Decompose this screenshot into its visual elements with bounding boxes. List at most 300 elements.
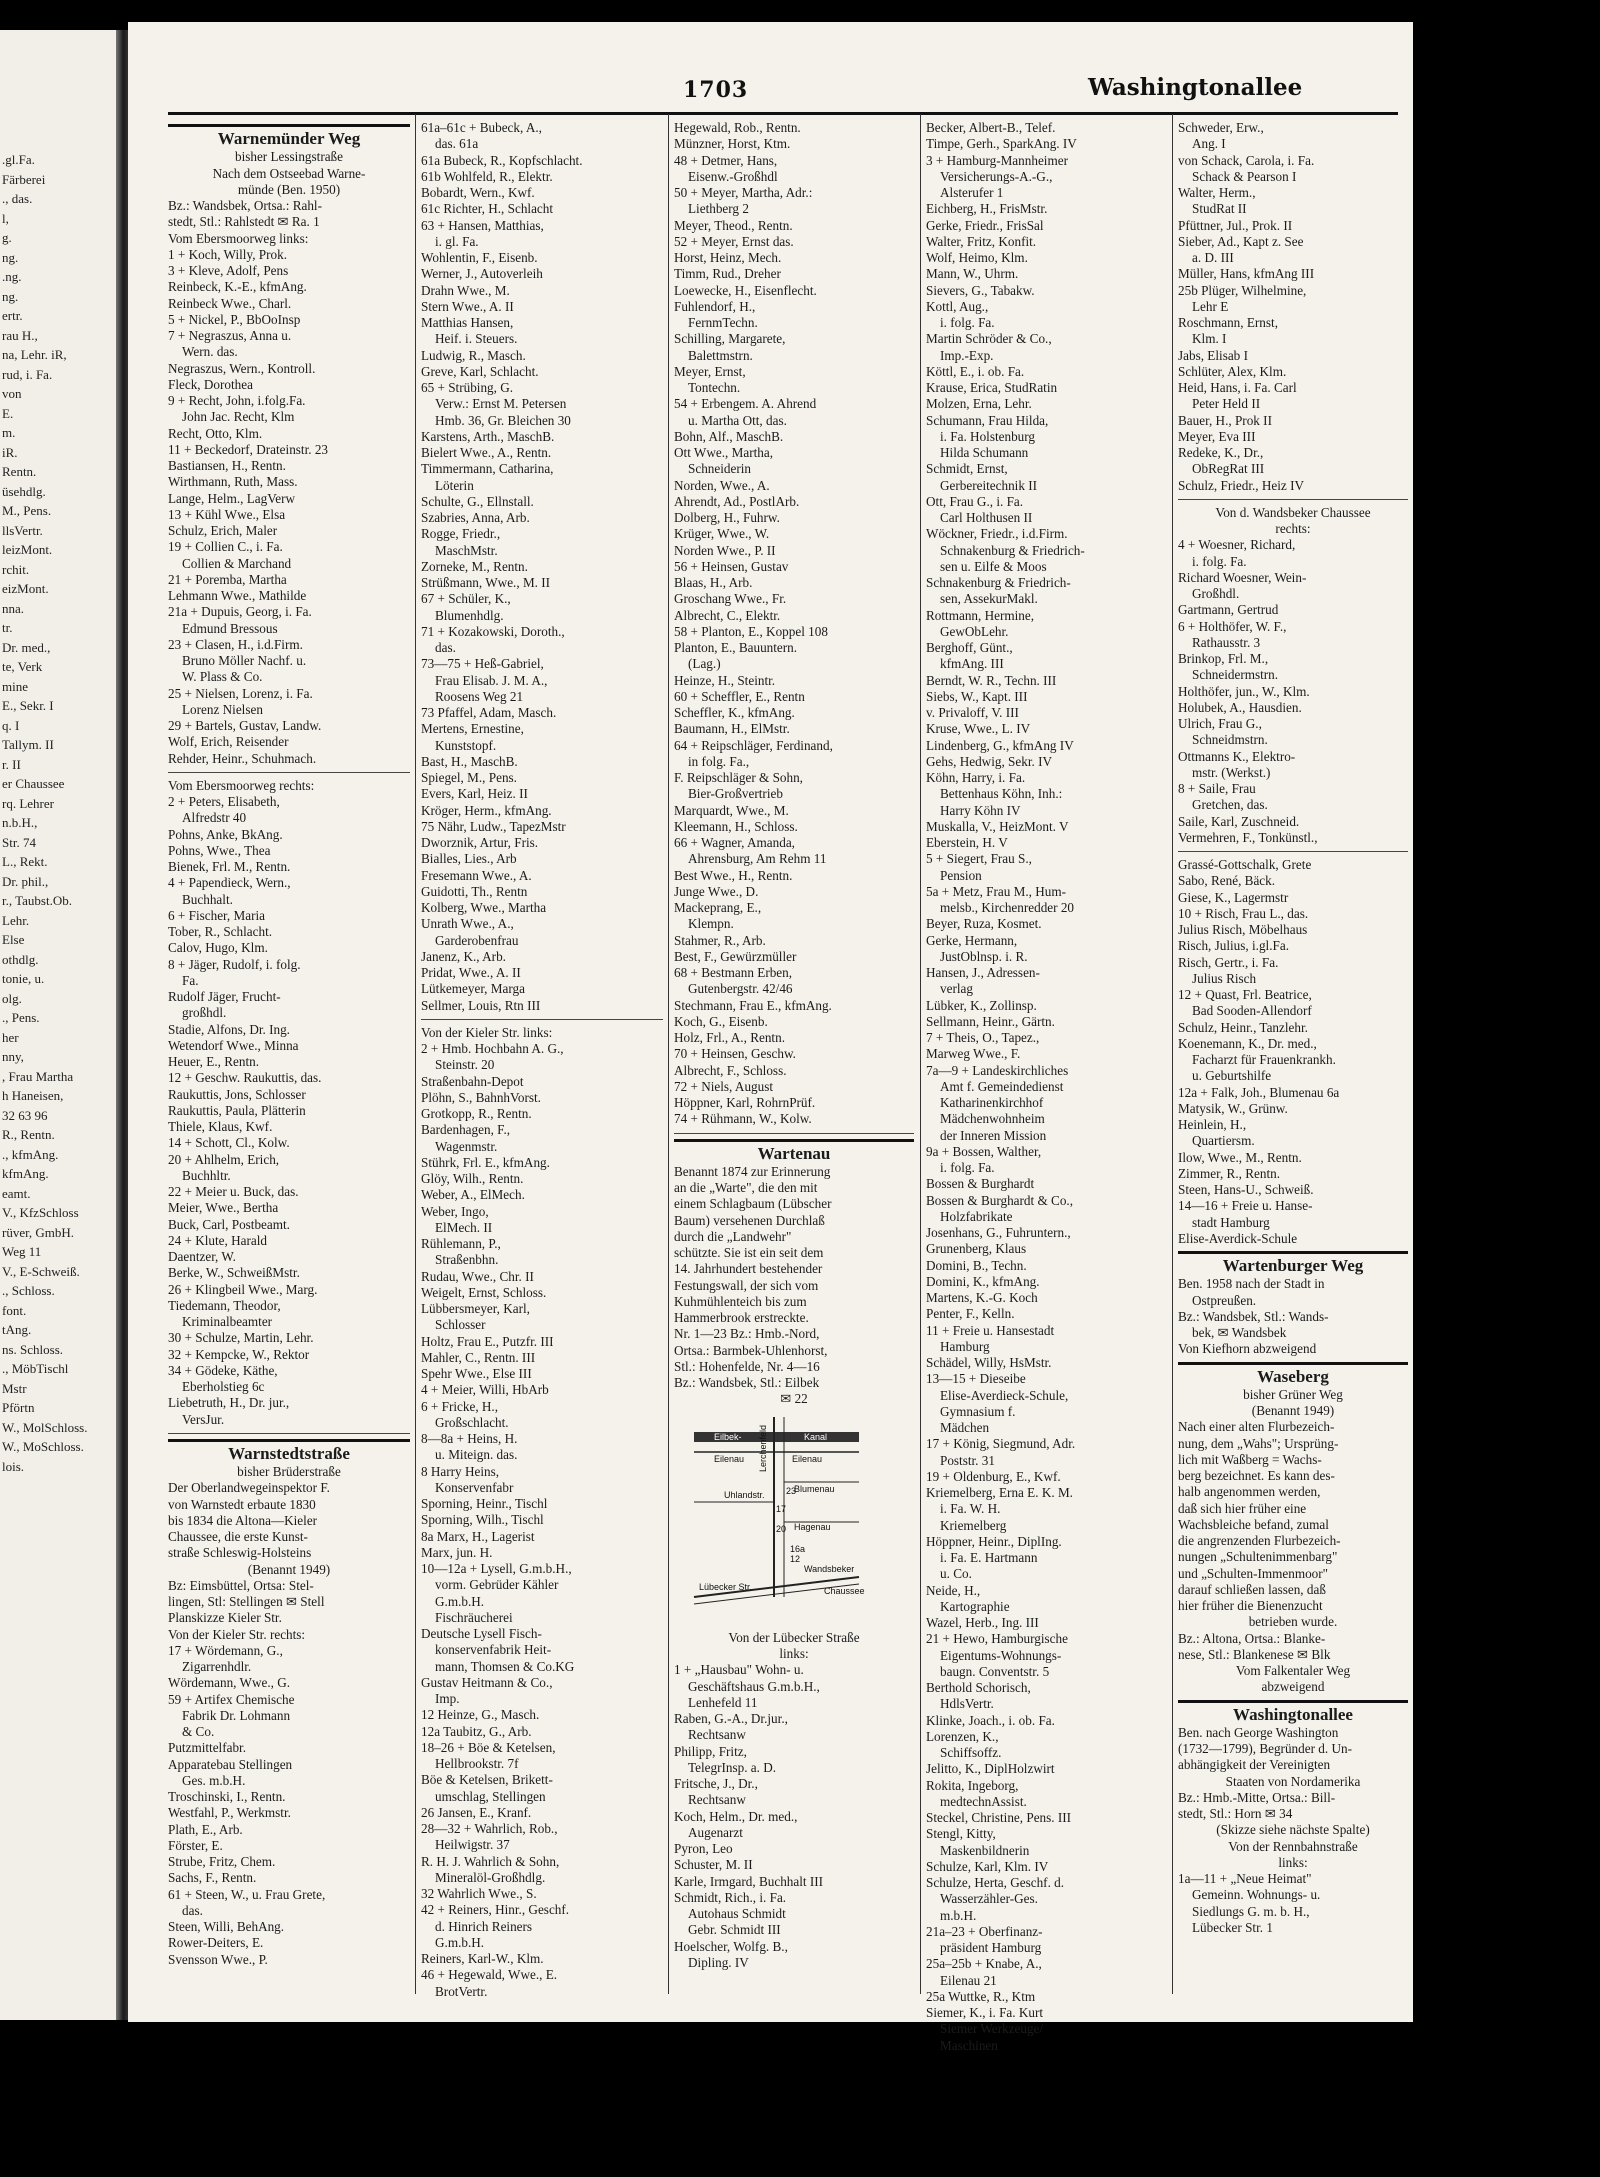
directory-entry: 34 + Gödeke, Käthe, <box>168 1362 278 1378</box>
entry-continuation: Ges. m.b.H. <box>182 1772 246 1788</box>
directory-entry: Schlüter, Alex, Klm. <box>1178 363 1287 379</box>
directory-entry: Rottmann, Hermine, <box>926 607 1035 623</box>
previous-page-line: ., Schloss. <box>2 1283 55 1298</box>
entry-continuation: Gerbereitechnik II <box>940 477 1038 493</box>
previous-page-line: m. <box>2 425 16 440</box>
directory-entry: 61a–61c + Bubeck, A., <box>421 120 542 135</box>
directory-entry: Bz.: Wandsbek, Stl.: Wands- <box>1178 1308 1329 1324</box>
directory-entry: 30 + Schulze, Martin, Lehr. <box>168 1330 314 1346</box>
directory-entry: Ludwig, R., Masch. <box>421 347 526 363</box>
directory-entry: darauf schließen lassen, daß <box>1178 1581 1326 1597</box>
directory-entry: Bobardt, Wern., Kwf. <box>421 185 535 200</box>
directory-entry: hier früher die Bienenzucht <box>1178 1598 1323 1613</box>
directory-entry: Höppner, Karl, RohrnPrüf. <box>674 1095 816 1110</box>
directory-entry: 23 + Clasen, H., i.d.Firm. <box>168 636 303 652</box>
directory-entry: Fleck, Dorothea <box>168 376 253 392</box>
entry-continuation: Eilenau 21 <box>940 1972 997 1988</box>
directory-entry: 48 + Detmer, Hans, <box>674 152 778 168</box>
directory-entry: 74 + Rühmann, W., Kolw. <box>674 1111 812 1127</box>
entry-continuation: Gymnasium f. <box>940 1403 1016 1419</box>
entry-continuation: kfmAng. III <box>940 656 1004 672</box>
directory-entry: schützte. Sie ist ein seit dem <box>674 1245 824 1260</box>
directory-entry: Greve, Karl, Schlacht. <box>421 363 539 379</box>
directory-entry: Mann, W., Uhrm. <box>926 266 1019 282</box>
directory-entry: Wachsbleiche befand, zumal <box>1178 1516 1329 1532</box>
directory-entry: 10—12a + Lysell, G.m.b.H., <box>421 1561 572 1576</box>
directory-entry: Scheffler, K., kfmAng. <box>674 705 795 720</box>
entry-continuation: mstr. (Werkst.) <box>1192 764 1271 780</box>
previous-page-line: Rentn. <box>2 464 37 479</box>
section-rule <box>421 1019 663 1020</box>
directory-entry: Domini, B., Techn. <box>926 1257 1027 1273</box>
directory-entry: Wazel, Herb., Ing. III <box>926 1615 1039 1630</box>
directory-entry: Mackeprang, E., <box>674 900 762 915</box>
directory-entry: Julius Risch, Möbelhaus <box>1178 922 1308 937</box>
directory-entry: 32 Wahrlich Wwe., S. <box>421 1886 537 1901</box>
entry-continuation: Schneidmstrn. <box>1192 732 1268 748</box>
previous-page-line: nna. <box>2 600 25 616</box>
directory-entry: Krause, Erica, StudRatin <box>926 380 1058 395</box>
directory-entry: 72 + Niels, August <box>674 1078 774 1094</box>
directory-entry: 3 + Hamburg-Mannheimer <box>926 152 1068 168</box>
directory-entry: Dolberg, H., Fuhrw. <box>674 510 780 525</box>
entry-continuation: das. <box>182 1902 203 1918</box>
directory-entry: Spehr Wwe., Else III <box>421 1366 532 1381</box>
directory-entry: 25a Wuttke, R., Ktm <box>926 1988 1036 2004</box>
entry-continuation: u. Martha Ott, das. <box>688 412 787 428</box>
directory-entry: 24 + Klute, Harald <box>168 1232 267 1248</box>
directory-entry: Bielert Wwe., A., Rentn. <box>421 445 552 460</box>
directory-entry: 11 + Beckedorf, Drateinstr. 23 <box>168 441 329 457</box>
entry-continuation: u. Miteign. das. <box>435 1447 518 1463</box>
directory-entry: stedt, Stl.: Horn ✉ 34 <box>1178 1806 1293 1821</box>
directory-entry: Plöhn, S., BahnhVorst. <box>421 1089 541 1105</box>
entry-continuation: Klm. I <box>1192 331 1227 347</box>
directory-entry: Bz: Eimsbüttel, Ortsa: Stel- <box>168 1577 314 1593</box>
directory-entry: Kolberg, Wwe., Martha <box>421 900 547 915</box>
directory-entry: Negraszus, Wern., Kontroll. <box>168 360 316 376</box>
entry-continuation: JustOblnsp. i. R. <box>940 948 1028 964</box>
previous-page-line: ., kfmAng. <box>2 1146 59 1162</box>
directory-entry: 13 + Kühl Wwe., Elsa <box>168 506 286 522</box>
directory-entry: Sporning, Heinr., Tischl <box>421 1496 548 1511</box>
directory-entry: Heinze, H., Steintr. <box>674 672 776 688</box>
directory-entry: Holz, Frl., A., Rentn. <box>674 1030 785 1045</box>
directory-entry: Schilling, Margarete, <box>674 331 786 347</box>
section-note: ✉ 22 <box>780 1391 808 1407</box>
previous-page-line: .ng. <box>2 269 22 284</box>
directory-entry: Bossen & Burghardt & Co., <box>926 1192 1074 1208</box>
entry-continuation: i. gl. Fa. <box>435 233 479 249</box>
directory-entry: Giese, K., Lagermstr <box>1178 889 1289 905</box>
directory-entry: Fritsche, J., Dr., <box>674 1776 758 1791</box>
directory-entry: Holubek, A., Hausdien. <box>1178 699 1302 715</box>
entry-continuation: Collien & Marchand <box>182 555 292 571</box>
entry-continuation: Hilda Schumann <box>940 445 1029 460</box>
directory-entry: Schumann, Frau Hilda, <box>926 412 1049 428</box>
directory-entry: 1a—11 + „Neue Heimat" <box>1178 1871 1312 1886</box>
entry-continuation: Kriminalbeamter <box>182 1314 273 1329</box>
directory-entry: Spiegel, M., Pens. <box>421 770 517 785</box>
previous-page-line: Dr. med., <box>2 639 51 655</box>
entry-continuation: Peter Held II <box>1192 396 1261 412</box>
directory-entry: Schweder, Erw., <box>1178 120 1264 135</box>
directory-entry: Hammerbrook erstreckte. <box>674 1310 809 1325</box>
map-label: Wandsbeker <box>804 1563 855 1574</box>
entry-continuation: Geschäftshaus G.m.b.H., <box>688 1678 820 1694</box>
directory-entry: Schmidt, Ernst, <box>926 461 1008 477</box>
directory-entry: Unrath Wwe., A., <box>421 916 514 932</box>
directory-entry: 71 + Kozakowski, Doroth., <box>421 623 565 639</box>
directory-entry: Penter, F., Kelln. <box>926 1306 1015 1322</box>
directory-entry: 12 + Geschw. Raukuttis, das. <box>168 1070 322 1086</box>
directory-entry: Grunenberg, Klaus <box>926 1241 1027 1257</box>
entry-continuation: Schneidermstrn. <box>1192 667 1279 683</box>
previous-page-line: ertr. <box>2 308 23 323</box>
entry-continuation: u. Co. <box>940 1566 972 1582</box>
directory-entry: Ahrendt, Ad., PostlArb. <box>674 493 800 509</box>
directory-entry: Klinke, Joach., i. ob. Fa. <box>926 1712 1055 1728</box>
directory-entry: Stengl, Kitty, <box>926 1826 996 1842</box>
entry-continuation: Lübecker Str. 1 <box>1192 1919 1273 1935</box>
previous-page-line: na, Lehr. iR, <box>2 347 67 362</box>
directory-entry: Münzner, Horst, Ktm. <box>674 136 791 152</box>
entry-continuation: Fabrik Dr. Lohmann <box>182 1707 291 1723</box>
entry-continuation: Bruno Möller Nachf. u. <box>182 653 307 668</box>
directory-entry: Vom Ebersmoorweg rechts: <box>168 777 315 793</box>
directory-entry: Muskalla, V., HeizMont. V <box>926 818 1069 834</box>
directory-entry: 66 + Wagner, Amanda, <box>674 835 795 850</box>
entry-continuation: Kunststopf. <box>435 737 497 753</box>
previous-page-line: font. <box>2 1302 27 1318</box>
entry-continuation: Maschinen <box>940 2037 998 2053</box>
directory-entry: Heid, Hans, i. Fa. Carl <box>1178 380 1297 395</box>
section-note: abzweigend <box>1261 1679 1325 1695</box>
previous-page-line: V., E-Schweiß. <box>2 1263 80 1279</box>
entry-continuation: Wern. das. <box>182 344 238 360</box>
directory-entry: 2 + Peters, Elisabeth, <box>168 794 280 809</box>
entry-continuation: i. folg. Fa. <box>940 1160 995 1175</box>
entry-continuation: Buchhltr. <box>182 1167 231 1183</box>
directory-entry: Thiele, Klaus, Kwf. <box>168 1119 273 1134</box>
directory-entry: einem Schlagbaum (Lübscher <box>674 1196 832 1212</box>
directory-entry: Domini, K., kfmAng. <box>926 1273 1040 1289</box>
entry-continuation: G.m.b.H. <box>435 1593 485 1609</box>
directory-entry: 14 + Schott, Cl., Kolw. <box>168 1135 290 1151</box>
directory-entry: 19 + Oldenburg, E., Kwf. <box>926 1468 1061 1484</box>
previous-page-line: Tallym. II <box>2 737 54 752</box>
directory-entry: Nach einer alten Flurbezeich- <box>1178 1419 1335 1435</box>
directory-entry: 10 + Risch, Frau L., das. <box>1178 905 1309 921</box>
directory-entry: Norden Wwe., P. II <box>674 542 776 558</box>
directory-entry: Heinlein, H., <box>1178 1117 1247 1132</box>
directory-entry: Bastiansen, H., Rentn. <box>168 458 286 473</box>
entry-continuation: Wagenmstr. <box>435 1138 498 1154</box>
directory-entry: Heuer, E., Rentn. <box>168 1054 260 1069</box>
directory-entry: Bz.: Hmb.-Mitte, Ortsa.: Bill- <box>1178 1789 1336 1805</box>
directory-entry: 61 + Steen, W., u. Frau Grete, <box>168 1886 326 1902</box>
directory-entry: Gerke, Friedr., FrisSal <box>926 217 1044 233</box>
entry-continuation: Verw.: Ernst M. Petersen <box>435 396 567 412</box>
previous-page-edge <box>0 30 116 2020</box>
section-note: Von d. Wandsbeker Chaussee <box>1215 504 1371 520</box>
street-heading: Washingtonallee <box>1178 1700 1408 1723</box>
directory-entry: 25 + Nielsen, Lorenz, i. Fa. <box>168 685 313 701</box>
directory-entry: Köttl, E., i. ob. Fa. <box>926 363 1025 379</box>
section-note: links: <box>779 1646 809 1661</box>
directory-entry: Bohn, Alf., MaschB. <box>674 428 784 444</box>
directory-entry: Fuhlendorf, H., <box>674 298 756 314</box>
directory-entry: Bardenhagen, F., <box>421 1122 511 1138</box>
directory-entry: 18–26 + Böe & Ketelsen, <box>421 1739 556 1755</box>
directory-entry: Schädel, Willy, HsMstr. <box>926 1355 1052 1370</box>
directory-entry: Rower-Deiters, E. <box>168 1935 264 1951</box>
directory-entry: Rehder, Heinr., Schuhmach. <box>168 750 317 766</box>
previous-page-line: lois. <box>2 1458 25 1474</box>
directory-entry: Von Kiefhorn abzweigend <box>1178 1341 1317 1357</box>
previous-page-line: r., Taubst.Ob. <box>2 893 72 908</box>
directory-entry: Schulz, Heinr., Tanzlehr. <box>1178 1019 1308 1035</box>
map-label: 12 <box>790 1553 801 1564</box>
map-label: 17 <box>776 1503 787 1514</box>
directory-entry: Benannt 1874 zur Erinnerung <box>674 1163 831 1179</box>
entry-continuation: Balettmstrn. <box>688 347 753 363</box>
entry-continuation: Augenarzt <box>688 1824 743 1840</box>
entry-continuation: Schnakenburg & Friedrich- <box>940 542 1085 558</box>
directory-entry: Berke, W., SchweißMstr. <box>168 1265 300 1281</box>
directory-entry: Wohlentin, F., Eisenb. <box>421 250 538 265</box>
entry-continuation: Alsterufer 1 <box>940 185 1004 200</box>
directory-entry: 54 + Erbengem. A. Ahrend <box>674 396 817 412</box>
directory-entry: Pohns, Anke, BkAng. <box>168 826 283 842</box>
directory-entry: durch die „Landwehr" <box>674 1228 792 1244</box>
section-note: Von der Rennbahnstraße <box>1228 1838 1358 1854</box>
directory-entry: Tiedemann, Theodor, <box>168 1297 281 1313</box>
directory-entry: 25a–25b + Knabe, A., <box>926 1956 1042 1972</box>
entry-continuation: Harry Köhn IV <box>940 802 1021 818</box>
entry-continuation: Maskenbildnerin <box>940 1842 1030 1858</box>
directory-entry: Siemer, K., i. Fa. Kurt <box>926 2005 1044 2020</box>
directory-entry: Sachs, F., Rentn. <box>168 1870 257 1886</box>
directory-entry: 6 + Fricke, H., <box>421 1398 499 1414</box>
entry-continuation: Versicherungs-A.-G., <box>940 168 1053 184</box>
previous-page-line: eizMont. <box>2 581 49 596</box>
directory-entry: Ott, Frau G., i. Fa. <box>926 493 1024 509</box>
directory-entry: 1 + „Hausbau" Wohn- u. <box>674 1662 804 1678</box>
entry-continuation: verlag <box>940 981 973 997</box>
directory-entry: Liebetruth, H., Dr. jur., <box>168 1395 290 1411</box>
directory-entry: Fresemann Wwe., A. <box>421 867 532 883</box>
directory-entry: R. H. J. Wahrlich & Sohn, <box>421 1853 560 1869</box>
directory-entry: Kröger, Herm., kfmAng. <box>421 802 552 818</box>
entry-continuation: Frau Elisab. J. M. A., <box>435 672 548 688</box>
previous-page-line: leizMont. <box>2 542 53 557</box>
entry-continuation: Gemeinn. Wohnungs- u. <box>1192 1887 1321 1903</box>
directory-entry: Stern Wwe., A. II <box>421 298 514 314</box>
directory-entry: Gartmann, Gertrud <box>1178 602 1279 618</box>
directory-entry: Berthold Schorisch, <box>926 1680 1031 1695</box>
directory-entry: Schmidt, Rich., i. Fa. <box>674 1889 787 1905</box>
previous-page-line: ng. <box>2 288 19 304</box>
directory-entry: Josenhans, G., Fuhruntern., <box>926 1225 1071 1240</box>
street-heading: Warnemünder Weg <box>168 124 410 147</box>
entry-continuation: Eisenw.-Großhdl <box>688 168 778 184</box>
directory-entry: Svensson Wwe., P. <box>168 1951 268 1967</box>
entry-continuation: Kriemelberg <box>940 1517 1007 1533</box>
entry-continuation: d. Hinrich Reiners <box>435 1918 533 1934</box>
previous-page-line: g. <box>2 230 12 245</box>
map-label: Uhlandstr. <box>724 1489 765 1500</box>
directory-entry: Lübker, K., Zollinsp. <box>926 997 1037 1013</box>
entry-continuation: ObRegRat III <box>1192 461 1265 477</box>
directory-entry: Böe & Ketelsen, Brikett- <box>421 1772 553 1788</box>
running-head: Washingtonallee <box>1088 74 1303 101</box>
directory-entry: 6 + Holthöfer, W. F., <box>1178 618 1287 634</box>
directory-entry: von Warnstedt erbaute 1830 <box>168 1496 316 1512</box>
section-rule <box>1178 499 1408 500</box>
previous-page-line: Pförtn <box>2 1400 35 1415</box>
entry-continuation: Gebr. Schmidt III <box>688 1922 781 1938</box>
directory-entry: Kuhmühlenteich bis zum <box>674 1293 807 1309</box>
entry-continuation: Straßenbhn. <box>435 1252 499 1268</box>
street-heading: Wartenau <box>674 1139 914 1162</box>
directory-entry: 28—32 + Wahrlich, Rob., <box>421 1821 558 1836</box>
map-label: Hagenau <box>794 1521 831 1532</box>
directory-entry: Raben, G.-A., Dr.jur., <box>674 1711 788 1726</box>
previous-page-line: er Chaussee <box>2 776 65 791</box>
directory-entry: Rudolf Jäger, Frucht- <box>168 989 281 1004</box>
directory-entry: Sporning, Wilh., Tischl <box>421 1512 544 1528</box>
directory-entry: Tober, R., Schlacht. <box>168 924 273 939</box>
previous-page-line: her <box>2 1029 19 1045</box>
entry-continuation: Dipling. IV <box>688 1954 749 1970</box>
directory-entry: Köhn, Harry, i. Fa. <box>926 770 1026 785</box>
directory-entry: 73—75 + Heß-Gabriel, <box>421 656 544 672</box>
directory-entry: 4 + Meier, Willi, HbArb <box>421 1382 549 1398</box>
entry-continuation: Carl Holthusen II <box>940 510 1033 525</box>
directory-entry: Sellmann, Heinr., Gärtn. <box>926 1013 1055 1029</box>
directory-entry: Rühlemann, P., <box>421 1236 501 1251</box>
previous-page-line: ., das. <box>2 191 33 206</box>
entry-continuation: Facharzt für Frauenkrankh. <box>1192 1052 1336 1067</box>
entry-continuation: i. Fa. Holstenburg <box>940 428 1035 444</box>
directory-entry: von Schack, Carola, i. Fa. <box>1178 152 1315 168</box>
directory-entry: 56 + Heinsen, Gustav <box>674 558 789 574</box>
previous-page-line: .gl.Fa. <box>2 152 35 167</box>
previous-page-line: tr. <box>2 620 13 635</box>
directory-entry: Schulze, Karl, Klm. IV <box>926 1858 1049 1874</box>
previous-page-line: W., MolSchloss. <box>2 1419 88 1435</box>
entry-continuation: John Jac. Recht, Klm <box>182 409 295 425</box>
section-note: bisher Lessingstraße <box>234 149 344 165</box>
directory-entry: Karstens, Arth., MaschB. <box>421 428 555 444</box>
directory-entry: Steen, Willi, BehAng. <box>168 1919 285 1934</box>
directory-entry: Schulz, Erich, Maler <box>168 523 278 538</box>
directory-entry: 5 + Nickel, P., BbOoInsp <box>168 311 301 327</box>
entry-continuation: Großhdl. <box>1192 586 1240 601</box>
previous-page-line: von <box>2 386 22 401</box>
directory-entry: Hoelscher, Wolfg. B., <box>674 1938 788 1954</box>
entry-continuation: Quartiersm. <box>1192 1133 1255 1149</box>
entry-continuation: i. folg. Fa. <box>1192 553 1247 569</box>
previous-page-line: eamt. <box>2 1185 31 1201</box>
directory-entry: Zorneke, M., Rentn. <box>421 558 528 574</box>
directory-entry: Planskizze Kieler Str. <box>168 1610 282 1626</box>
entry-continuation: bek, ✉ Wandsbek <box>1192 1325 1287 1340</box>
directory-entry: Berndt, W. R., Techn. III <box>926 672 1057 688</box>
previous-page-line: E., Sekr. I <box>2 698 54 713</box>
entry-continuation: Siedlungs G. m. b. H., <box>1192 1903 1310 1919</box>
entry-continuation: Hellbrookstr. 7f <box>435 1756 519 1771</box>
entry-continuation: Bettenhaus Köhn, Inh.: <box>940 786 1063 802</box>
entry-continuation: Schlosser <box>435 1317 486 1333</box>
entry-continuation: Zigarrenhdlr. <box>182 1659 252 1674</box>
directory-entry: Ulrich, Frau G., <box>1178 716 1262 731</box>
previous-page-line: rüver, GmbH. <box>2 1224 75 1240</box>
map-container <box>674 1412 914 1626</box>
directory-entry: Bialles, Lies., Arb <box>421 851 517 867</box>
directory-entry: 67 + Schüler, K., <box>421 591 511 607</box>
directory-entry: Reinbeck, K.-E., kfmAng. <box>168 279 307 295</box>
directory-entry: Pohns, Wwe., Thea <box>168 842 271 858</box>
directory-entry: Loewecke, H., Eisenflecht. <box>674 282 817 298</box>
directory-entry: Brinkop, Frl. M., <box>1178 651 1269 666</box>
map-label: Eilenau <box>714 1453 745 1464</box>
directory-entry: Schulz, Friedr., Heiz IV <box>1178 477 1304 493</box>
directory-entry: Sellmer, Louis, Rtn III <box>421 997 541 1013</box>
entry-continuation: m.b.H. <box>940 1907 977 1923</box>
previous-page-line: rq. Lehrer <box>2 795 54 811</box>
previous-page-line: M., Pens. <box>2 503 52 518</box>
directory-entry: Lorenzen, K., <box>926 1728 999 1744</box>
entry-continuation: Bier-Großvertrieb <box>688 786 783 802</box>
previous-page-line: mine <box>2 678 28 694</box>
entry-continuation: melsb., Kirchenredder 20 <box>940 900 1075 915</box>
previous-page-line: kfmAng. <box>2 1166 49 1181</box>
directory-entry: die angrenzenden Flurbezeich- <box>1178 1533 1341 1548</box>
directory-entry: Drahn Wwe., M. <box>421 282 510 298</box>
directory-entry: Meyer, Ernst, <box>674 363 746 379</box>
entry-continuation: Schneiderin <box>688 461 751 477</box>
directory-entry: Der Oberlandwegeinspektor F. <box>168 1480 330 1496</box>
entry-continuation: G.m.b.H. <box>435 1934 485 1950</box>
previous-page-line: Dr. phil., <box>2 873 49 889</box>
directory-entry: Bienek, Frl. M., Rentn. <box>168 859 291 874</box>
directory-entry: Strube, Fritz, Chem. <box>168 1854 276 1869</box>
directory-entry: Gustav Heitmann & Co., <box>421 1674 553 1690</box>
map-label: Eilbek- <box>714 1431 742 1442</box>
directory-entry: lingen, Stl: Stellingen ✉ Stell <box>168 1594 325 1609</box>
street-heading: Waseberg <box>1178 1362 1408 1385</box>
directory-entry: 63 + Hansen, Matthias, <box>421 217 544 233</box>
directory-entry: Gerke, Hermann, <box>926 932 1018 948</box>
entry-continuation: Steinstr. 20 <box>435 1057 495 1073</box>
entry-continuation: i. Fa. W. H. <box>940 1501 1001 1517</box>
directory-entry: Raukuttis, Paula, Plätterin <box>168 1102 306 1118</box>
entry-continuation: Tontechn. <box>688 380 741 395</box>
directory-entry: 12 Heinze, G., Masch. <box>421 1707 540 1723</box>
directory-entry: F. Reipschläger & Sohn, <box>674 770 803 785</box>
directory-entry: Förster, E. <box>168 1837 223 1853</box>
entry-continuation: Ahrensburg, Am Rehm 11 <box>688 851 827 867</box>
directory-entry: Martin Schröder & Co., <box>926 331 1052 347</box>
directory-entry: 29 + Bartels, Gustav, Landw. <box>168 718 322 733</box>
previous-page-line: E. <box>2 405 14 421</box>
directory-entry: Steen, Hans-U., Schweiß. <box>1178 1182 1314 1197</box>
directory-entry: Philipp, Fritz, <box>674 1743 747 1759</box>
directory-entry: abhängigkeit der Vereinigten <box>1178 1757 1331 1773</box>
directory-entry: Saile, Karl, Zuschneid. <box>1178 813 1300 829</box>
